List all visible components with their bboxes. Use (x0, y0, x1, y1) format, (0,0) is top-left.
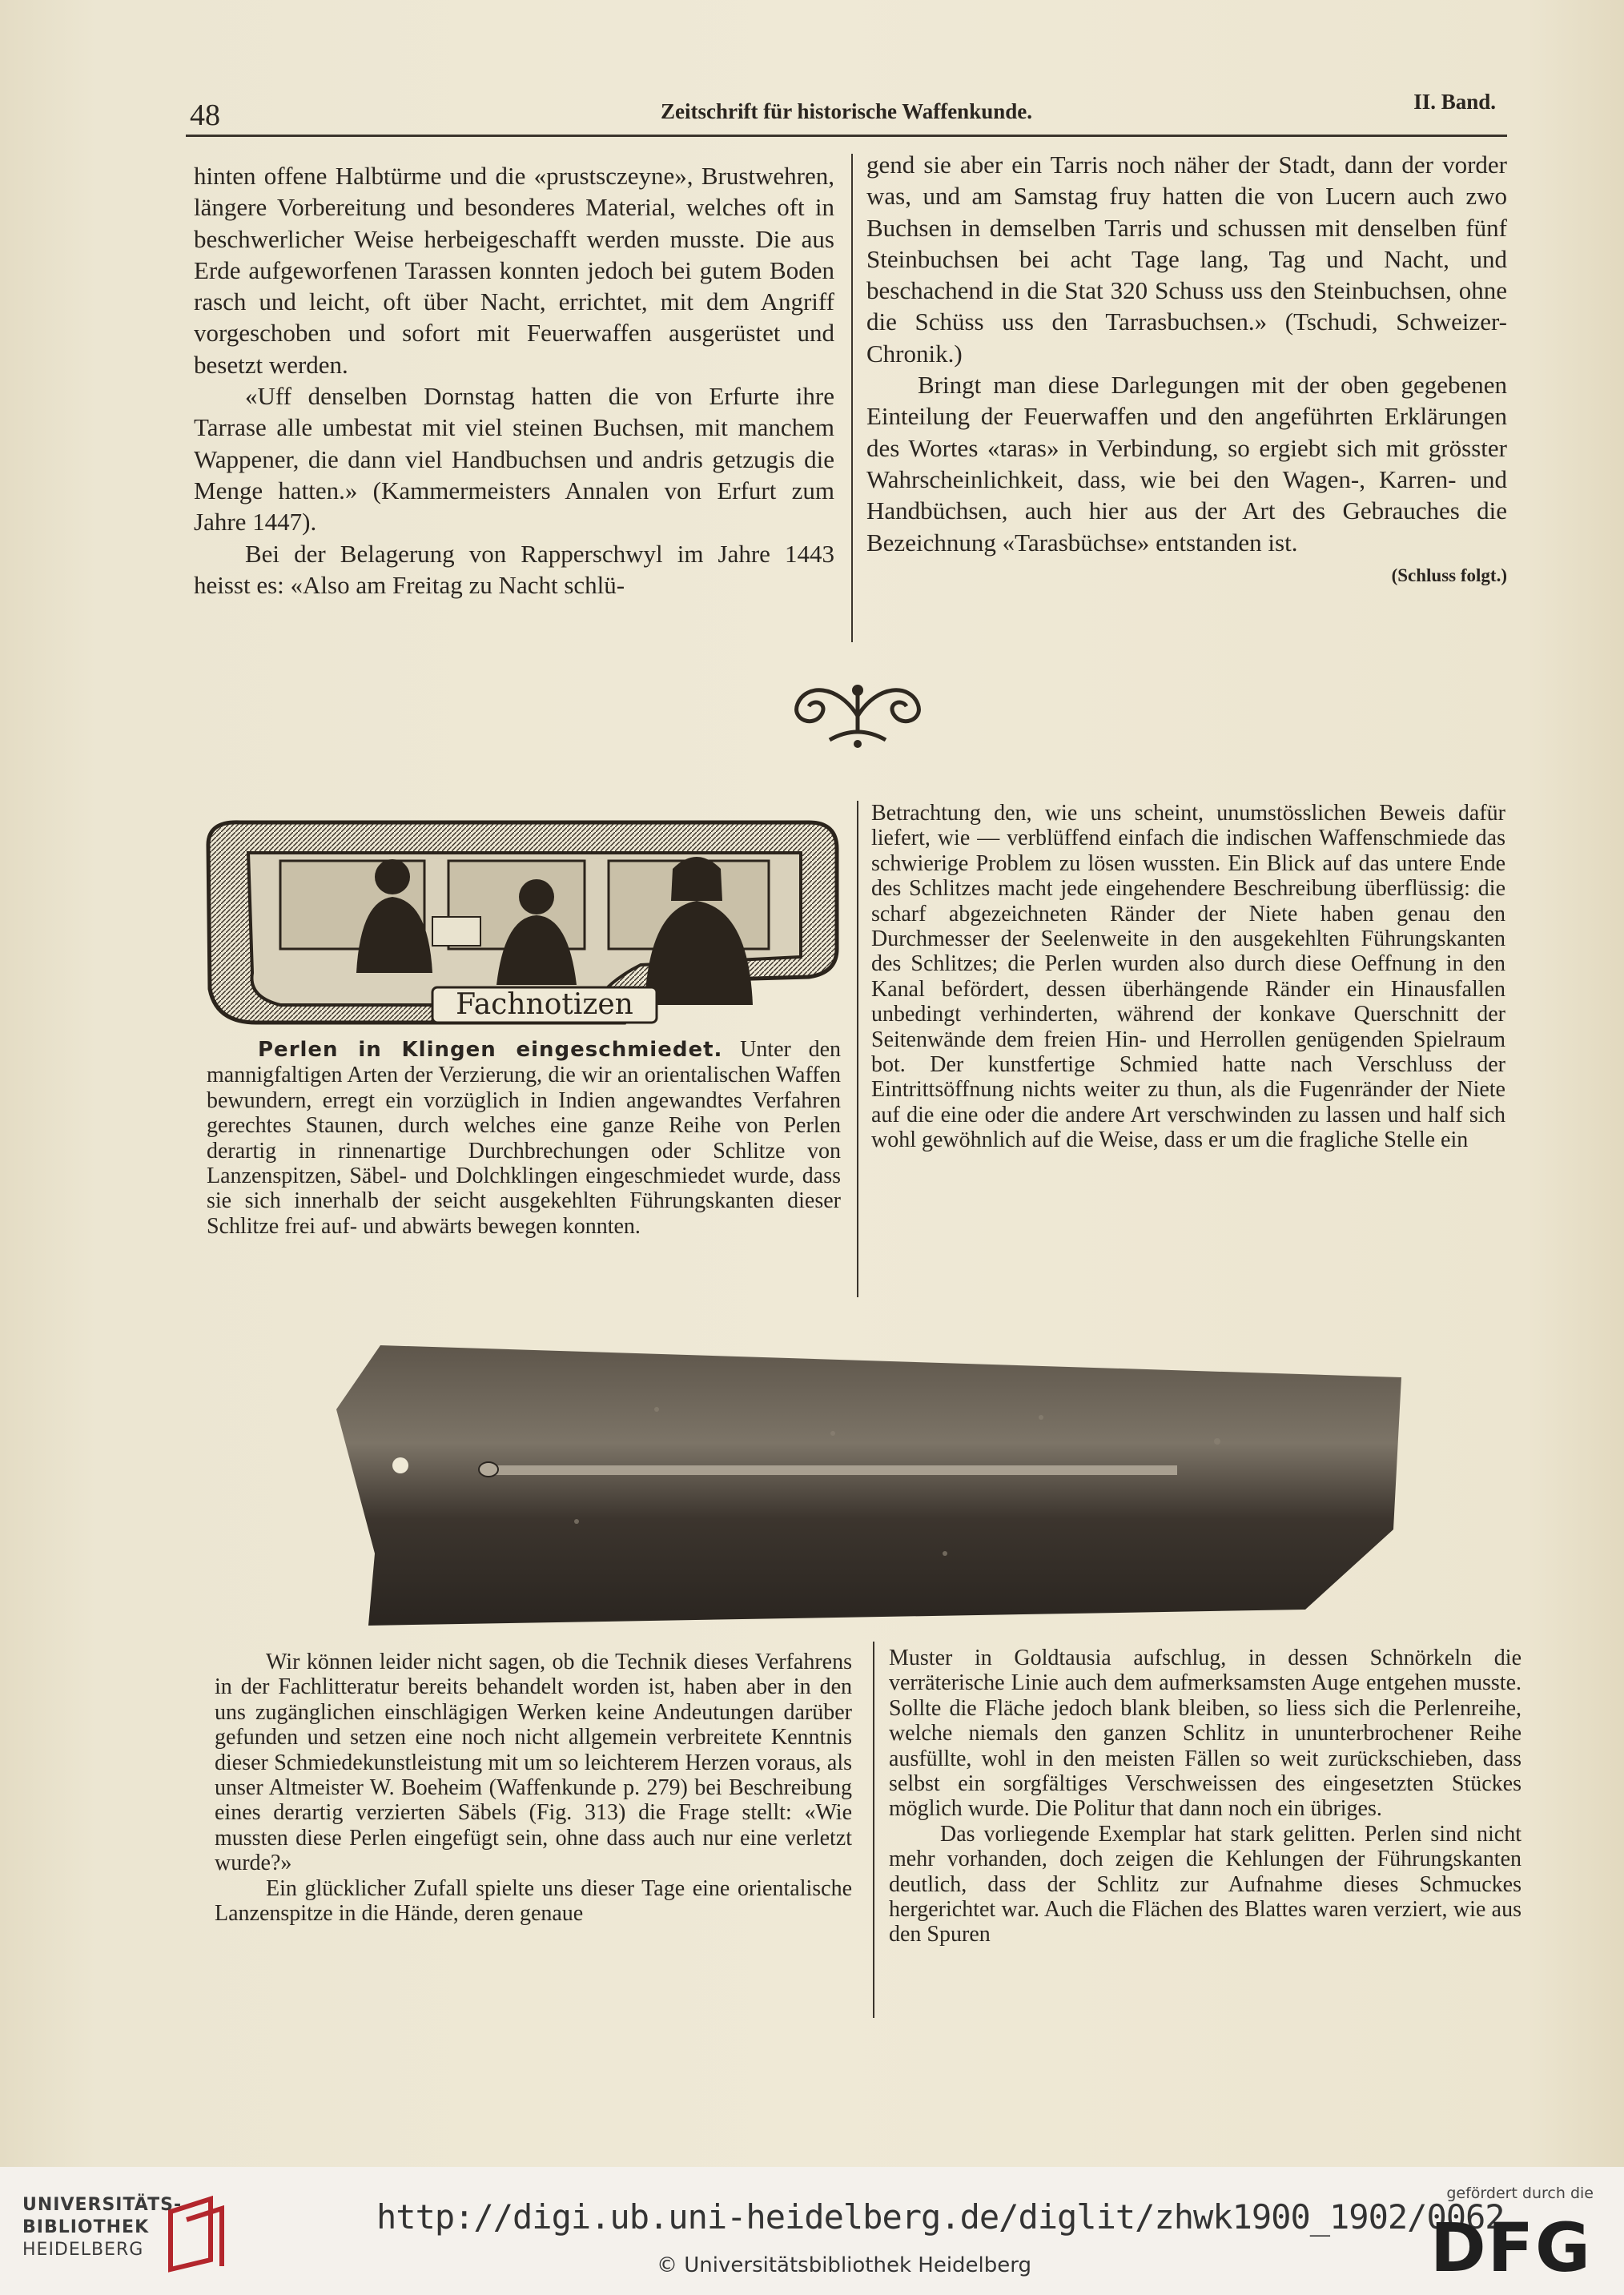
running-title: Zeitschrift für historische Waffenkunde. (660, 99, 1032, 123)
lance-blade-image (336, 1345, 1401, 1626)
paragraph: Bringt man diese Darlegungen mit der oben gegebenen Einteilung der Feuerwaffen und den angeführten Erklärungen des Wortes «taras» in Verbindung, so ergiebt sich mit grösster Wahrscheinlichkeit, dass, wie bei den Wagen-, Karren- und Handbüchsen, auch hier aus der Art des Gebrauches die Bezeichnung «Tarasbüchse» entstanden ist. (866, 371, 1507, 557)
paragraph: «Uff denselben Dornstag hatten die von Erfurte ihre Tarrase alle umbestat mit viel steinen Buchsen, mit manchem Wappener, die dann viel Handbuchsen und andris getzugis die Menge hatten.» (Kammermeisters Annalen von Erfurt zum Jahre 1447). (194, 382, 834, 537)
library-name-line: BIBLIOTHEK (22, 2217, 150, 2237)
article-text: Unter den mannigfaltigen Arten der Verzierung, die wir an orientalischen Waffen bewundern, erregt ein vorzüglich in Indien angewandtes Verfahren gerechtes Staunen, durch welches eine ganze Reihe von Perlen derartig in rinnenartige Durchbrechungen oder Schlitze von Lanzenspitzen, Säbel- und Dolchklingen eingeschmiedet wurde, dass sie sich innerhalb der seicht ausgekehlten Führungskanten dieser Schlitze frei auf- und abwärts bewegen konnten. (207, 1037, 841, 1239)
page-number: 48 (190, 98, 220, 132)
middle-right-column (871, 801, 1505, 1153)
paragraph: Betrachtung den, wie uns scheint, unumstösslichen Beweis dafür liefert, wie — verblüffend einfach die indischen Waffenschmiede das schwierige Problem zu lösen wussten. Ein Blick auf das untere Ende des Schlitzes macht jede eingehendere Beschreibung überflüssig: die scharf abgezeichneten Ränder der Niete haben genau den Durchmesser der Seelenweite in den ausgekehlten Führungskanten des Schlitzes; die Perlen wurden also durch diese Oeffnung in den Kanal befördert, dessen überhängende Ränder ein Hinausfallen unbedingt verhinderten, während der konkave Querschnitt der Seitenwände dem freien Hin- und Herrollen genügenden Spielraum bot. Der kunstfertige Schmied hatte nach Verschluss der Eintrittsöffnung nichts weiter zu thun, als die Fugenränder der Niete auf die eine oder die andere Art verschwinden zu lassen und half sich wohl gewöhnlich auf die Weise, dass er um die fragliche Stelle ein (871, 801, 1505, 1153)
paragraph: Wir können leider nicht sagen, ob die Technik dieses Verfahrens in der Fachlitteratur bereits behandelt worden ist, haben aber in den uns zugänglichen einschlägigen Werken keine Andeutungen darüber gefunden und setzen eine noch nicht allgemein verbreitete Kenntnis dieser Schmiedekunstleistung mit um so leichterem Herzen voraus, als unser Altmeister W. Boeheim (Waffenkunde p. 279) bei Beschreibung eines derartig verzierten Säbels (Fig. 313) die Frage stellt: «Wie mussten diese Perlen eingefügt sein, ohne dass auch nur eine verletzt wurde?» (215, 1650, 852, 1876)
article-lead: Perlen in Klingen eingeschmiedet. (258, 1038, 723, 1062)
bottom-right-column (889, 1646, 1521, 1947)
library-name-line: UNIVERSITÄTS- (22, 2195, 183, 2215)
column-rule (873, 1642, 874, 2018)
paragraph: Das vorliegende Exemplar hat stark gelitten. Perlen sind nicht mehr vorhanden, doch zeigen die Kehlungen der Führungskanten deutlich, dass der Schlitz zur Aufnahme dieses Schmuckes hergerichtet war. Auch die Flächen des Blattes waren verziert, wie aus den Spuren (889, 1821, 1521, 1947)
vignette-title: Fachnotizen (456, 988, 633, 1021)
paragraph: Bei der Belagerung von Rapperschwyl im Jahre 1443 heisst es: «Also am Freitag zu Nacht schlü- (194, 539, 834, 599)
funding-note: gefördert durch die (1446, 2184, 1594, 2202)
copyright-text: © Universitätsbibliothek Heidelberg (657, 2253, 1032, 2277)
library-name-line: HEIDELBERG (22, 2240, 144, 2260)
ornament-icon (782, 668, 934, 756)
dfg-logo: DFG (1429, 2209, 1592, 2287)
library-mark-icon (163, 2196, 228, 2273)
paragraph: gend sie aber ein Tarris noch näher der Stadt, dann der vorder was, und am Samstag fruy hatten die von Lucern auch zwo Buchsen in demselben Tarris und schussen mit denselben fünf Steinbuchsen bei acht Tage lang, Tag und Nacht, und beschachend in die Stat 320 Schuss uss den Steinbuchsen, ohne die Schüss uss den Tarrasbuchsen.» (Tschudi, Schweizer-Chronik.) (866, 151, 1507, 368)
column-rule (857, 801, 858, 1297)
paragraph: Ein glücklicher Zufall spielte uns dieser Tage eine orientalische Lanzenspitze in die Hände, deren genaue (215, 1875, 852, 1927)
paragraph (207, 1037, 841, 1239)
fachnotizen-vignette (192, 813, 849, 1029)
top-left-column (194, 160, 834, 601)
middle-left-column (207, 1037, 841, 1239)
permalink-url[interactable]: http://digi.ub.uni-heidelberg.de/diglit/zhwk1900_1902/0062 (376, 2197, 1505, 2237)
volume-label: II. Band. (1413, 90, 1496, 114)
bottom-left-column (215, 1650, 852, 1926)
column-rule (851, 154, 853, 642)
paragraph: Muster in Goldtausia aufschlug, in dessen Schnörkeln die verräterische Linie auch dem aufmerksamsten Auge entgehen musste. Sollte die Fläche jedoch blank bleiben, so liess sich die Perlenreihe, welche niemals den ganzen Schlitz in ununterbrochener Reihe ausfüllte, wohl in den meisten Fällen so weit zurückschieben, dass selbst ein sorgfältiges Verschweissen des eingesetzten Stückes möglich wurde. Die Politur that dann noch ein übriges. (889, 1646, 1521, 1822)
top-right-column (866, 149, 1507, 591)
digitization-footer (0, 2167, 1624, 2295)
continued-note: (Schluss folgt.) (1391, 565, 1507, 585)
paragraph: hinten offene Halbtürme und die «prustsczeyne», Brustwehren, längere Vorbereitung und besonderes Material, welches oft in beschwerlicher Weise herbeigeschafft werden musste. Die aus Erde aufgeworfenen Tarassen konnten jedoch bei gutem Boden rasch und leicht, oft über Nacht, errichtet, mit dem Angriff vorgeschoben und sofort mit Feuerwaffen ausgerüstet und besetzt werden. (194, 162, 834, 379)
page-header (186, 86, 1507, 137)
